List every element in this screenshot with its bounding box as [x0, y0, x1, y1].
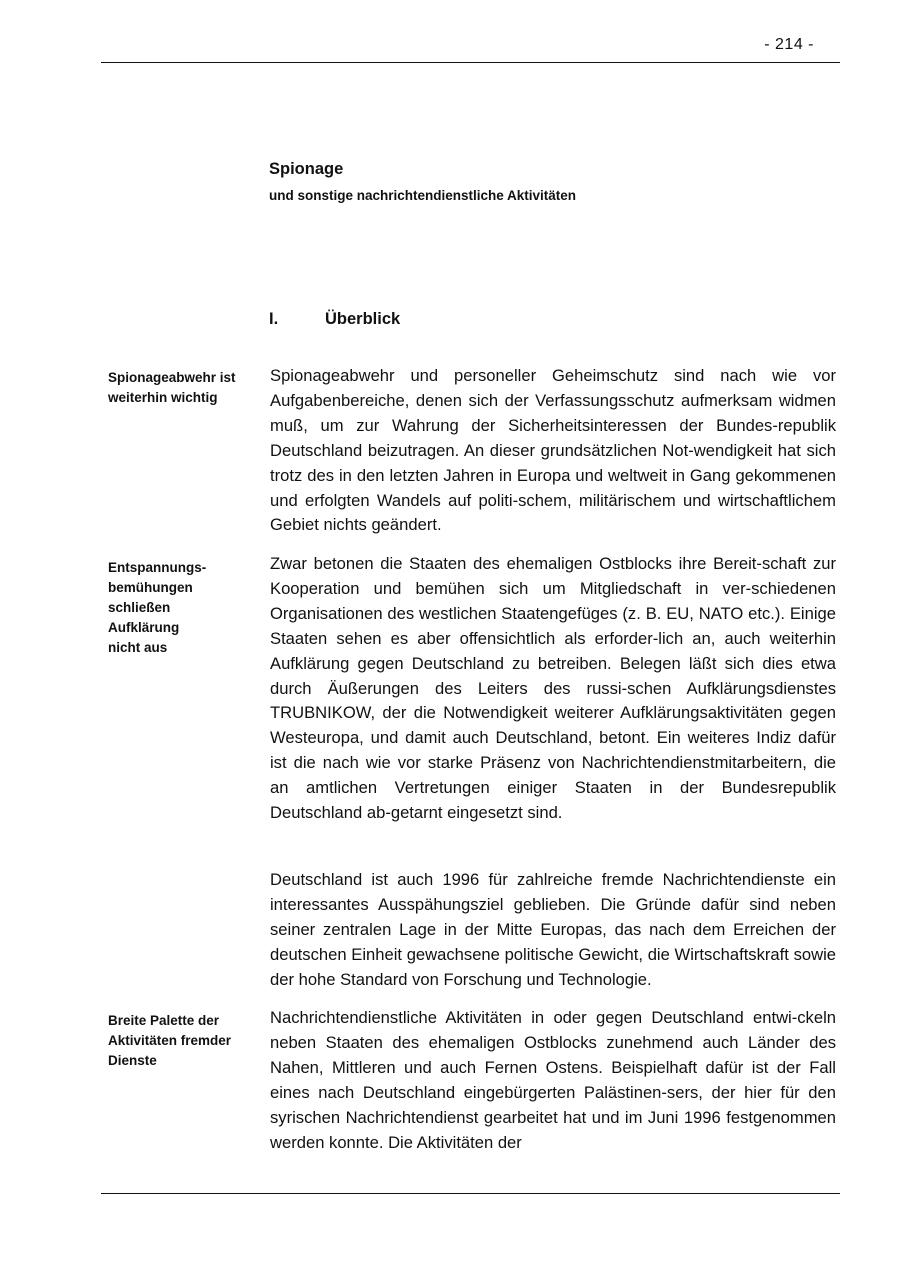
- body-paragraph: Deutschland ist auch 1996 für zahlreiche fremde Nachrichtendienste ein interessantes Ausspähungsziel geblieben. Die Gründe dafür sind neben seiner zentralen Lage in der Mitte Europas, das nach dem Erreichen der deutschen Einheit gewachsene politische Gewicht, die Wirtschaftskraft sowie der hohe Standard von Forschung und Technologie.: [270, 870, 836, 989]
- page-number: - 214 -: [764, 36, 814, 53]
- chapter-title: Spionage: [269, 160, 344, 178]
- section-number: I.: [269, 310, 279, 328]
- body-paragraph: Nachrichtendienstliche Aktivitäten in oder gegen Deutschland entwi-ckeln neben Staaten des ehemaligen Ostblocks zunehmend auch Länder des Nahen, Mittleren und auch Fernen Ostens. Beispielhaft dafür ist der Fall eines nach Deutschland eingebürgerten Palästinen-sers, der hier für den syrischen Nachrichtendienst gearbeitet hat und im Juni 1996 festgenommen werden konnte. Die Aktivitäten der: [270, 1008, 836, 1152]
- margin-note: Spionageabwehr ist weiterhin wichtig: [108, 370, 236, 405]
- section-title: Überblick: [325, 310, 401, 328]
- section-heading: [269, 310, 400, 329]
- margin-note: Entspannungs- bemühungen schließen Aufklärung nicht aus: [108, 560, 207, 655]
- margin-note: Breite Palette der Aktivitäten fremder Dienste: [108, 1013, 232, 1068]
- body-paragraph: Zwar betonen die Staaten des ehemaligen Ostblocks ihre Bereit-schaft zur Kooperation und bemühen sich um Mitgliedschaft in ver-schiedenen Organisationen des westlichen Staatengefüges (z. B. EU, NATO etc.). Einige Staaten sehen es aber offensichtlich als erforder-lich an, auch weiterhin Aufklärung gegen Deutschland zu betreiben. Belegen läßt sich dies etwa durch Äußerungen des Leiters des russi-schen Aufklärungsdienstes TRUBNIKOW, der die Notwendigkeit weiterer Aufklärungsaktivitäten gegen Westeuropa, und damit auch Deutschland, betont. Ein weiteres Indiz dafür ist die nach wie vor starke Präsenz von Nachrichtendienstmitarbeitern, die an amtlichen Vertretungen einiger Staaten in der Bundesrepublik Deutschland ab-getarnt eingesetzt sind.: [270, 554, 836, 823]
- footer-rule: [101, 1193, 840, 1194]
- header-rule: [101, 62, 840, 63]
- body-paragraph: Spionageabwehr und personeller Geheimschutz sind nach wie vor Aufgabenbereiche, denen sich der Verfassungsschutz aufmerksam widmen muß, um zur Wahrung der Sicherheitsinteressen der Bundes-republik Deutschland beizutragen. An dieser grundsätzlichen Not-wendigkeit hat sich trotz des in den letzten Jahren in Europa und weltweit in Gang gekommenen und erfolgten Wandels auf politi-schem, militärischem und wirtschaftlichem Gebiet nichts geändert.: [270, 366, 836, 535]
- chapter-subtitle: und sonstige nachrichtendienstliche Aktivitäten: [269, 188, 577, 203]
